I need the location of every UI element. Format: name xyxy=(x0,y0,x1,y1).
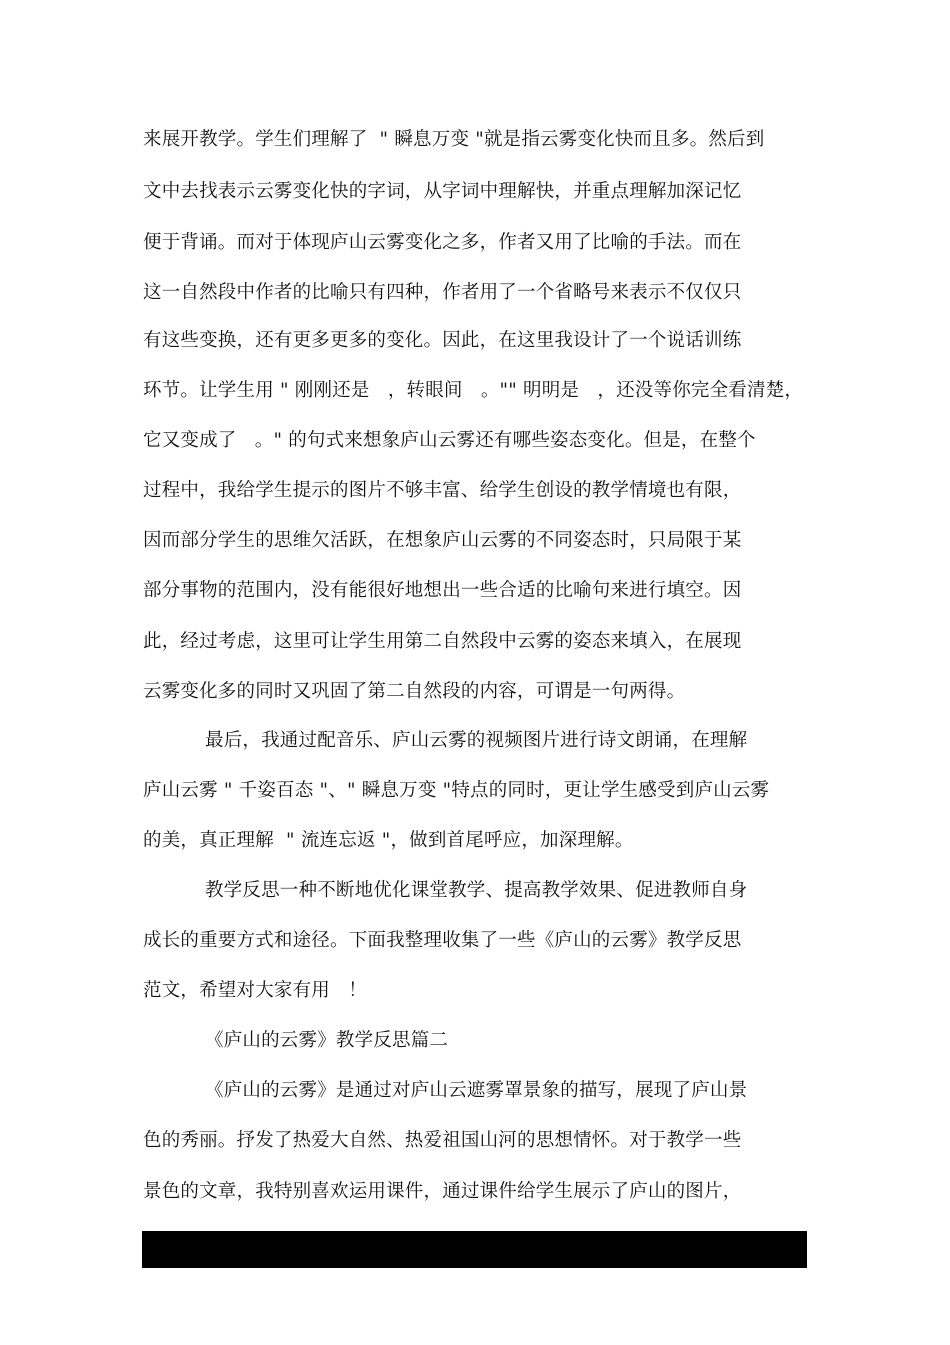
text-line: 便于背诵。而对于体现庐山云雾变化之多，作者又用了比喻的手法。而在 xyxy=(143,232,742,253)
paragraph-start: 最后，我通过配音乐、庐山云雾的视频图片进行诗文朗诵，在理解 xyxy=(205,730,748,751)
text-line: 文中去找表示云雾变化快的字词，从字词中理解快，并重点理解加深记忆 xyxy=(143,181,742,202)
text-line: 色的秀丽。抒发了热爱大自然、热爱祖国山河的思想情怀。对于教学一些 xyxy=(143,1130,742,1151)
text-line: 的美，真正理解 " 流连忘返 "，做到首尾呼应，加深理解。 xyxy=(143,830,634,851)
text-line: 范文，希望对大家有用 ！ xyxy=(143,980,367,1001)
redaction-bar xyxy=(142,1231,807,1268)
paragraph-start: 《庐山的云雾》是通过对庐山云遮雾罩景象的描写，展现了庐山景 xyxy=(205,1080,748,1101)
text-line: 成长的重要方式和途径。下面我整理收集了一些《庐山的云雾》教学反思 xyxy=(143,930,742,951)
text-line: 环节。让学生用 " 刚刚还是 ，转眼间 。"" 明明是 ，还没等你完全看清楚， xyxy=(143,380,804,401)
text-line: 此，经过考虑，这里可让学生用第二自然段中云雾的姿态来填入，在展现 xyxy=(143,631,742,652)
text-line: 部分事物的范围内，没有能很好地想出一些合适的比喻句来进行填空。因 xyxy=(143,580,742,601)
text-line: 来展开教学。学生们理解了 " 瞬息万变 "就是指云雾变化快而且多。然后到 xyxy=(143,129,765,150)
section-heading: 《庐山的云雾》教学反思篇二 xyxy=(205,1030,449,1051)
text-line: 因而部分学生的思维欠活跃，在想象庐山云雾的不同姿态时，只局限于某 xyxy=(143,530,742,551)
text-line: 过程中，我给学生提示的图片不够丰富、给学生创设的教学情境也有限， xyxy=(143,480,742,501)
text-line: 景色的文章，我特别喜欢运用课件，通过课件给学生展示了庐山的图片， xyxy=(143,1181,742,1202)
text-line: 云雾变化多的同时又巩固了第二自然段的内容，可谓是一句两得。 xyxy=(143,681,686,702)
text-line: 这一自然段中作者的比喻只有四种，作者用了一个省略号来表示不仅仅只 xyxy=(143,282,742,303)
text-line: 它又变成了 。" 的句式来想象庐山云雾还有哪些姿态变化。但是，在整个 xyxy=(143,430,756,451)
text-line: 庐山云雾 " 千姿百态 "、" 瞬息万变 "特点的同时，更让学生感受到庐山云雾 xyxy=(143,780,770,801)
text-line: 有这些变换，还有更多更多的变化。因此，在这里我设计了一个说话训练 xyxy=(143,330,742,351)
paragraph-start: 教学反思一种不断地优化课堂教学、提高教学效果、促进教师自身 xyxy=(205,880,748,901)
